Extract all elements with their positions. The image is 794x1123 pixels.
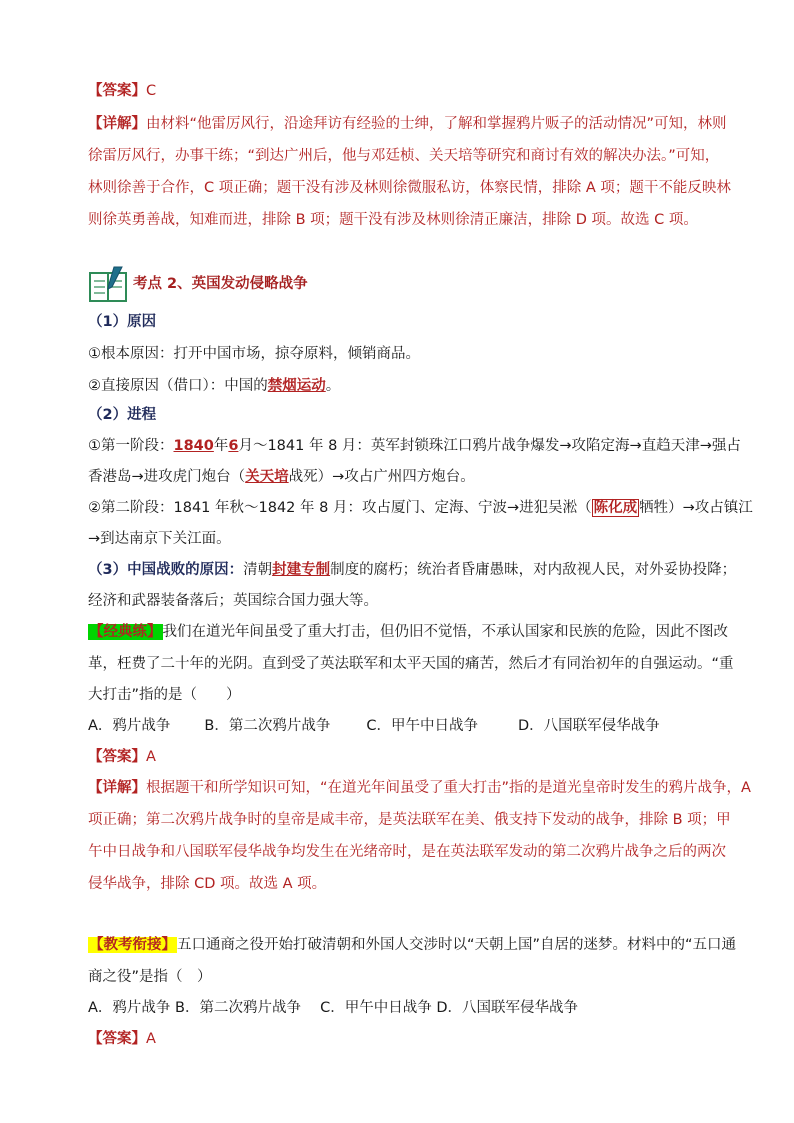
- topic-title: 考点 2、英国发动侵略战争: [133, 276, 308, 292]
- detail-2-line-2: 项正确；第二次鸦片战争时的皇帝是咸丰帝，是英法联军在美、俄支持下发动的战争，排除 B 项；甲: [88, 812, 731, 828]
- option-b: B．第二次鸦片战争: [204, 718, 331, 734]
- key-term: 禁烟运动: [267, 378, 326, 394]
- detail-label: 【详解】: [88, 780, 146, 796]
- key-term: 封建专制: [272, 562, 331, 578]
- key-year: 1840: [173, 438, 214, 454]
- detail-1-line-1: [88, 114, 727, 134]
- detail-label: 【详解】: [88, 116, 146, 132]
- section-1-heading: （1）原因: [88, 314, 157, 330]
- question-1-line-1: 【经典练】我们在道光年间虽受了重大打击，但仍旧不觉悟，不承认国家和民族的危险，因此不图改: [89, 624, 728, 640]
- answer-label: 【答案】: [88, 1031, 146, 1047]
- detail-2-line-4: 侵华战争，排除 CD 项。故选 A 项。: [88, 876, 327, 892]
- key-person-boxed: 陈化成: [593, 500, 638, 516]
- option-a: A．鸦片战争: [88, 718, 171, 734]
- answer-label: 【答案】: [88, 83, 146, 99]
- section-2-phase-1-line-2: 香港岛→进攻虎门炮台（关天培战死）→攻占广州四方炮台。: [88, 469, 475, 485]
- question-1-options: [88, 716, 660, 736]
- section-3-line-2: 经济和武器装备落后；英国综合国力强大等。: [88, 593, 378, 609]
- section-2-phase-2-line-1: ②第二阶段：1841 年秋～1842 年 8 月：攻占厦门、定海、宁波→进犯吴淞（ 陈化成 牺牲）→攻占镇江: [88, 500, 753, 516]
- answer-2-line: [88, 747, 156, 767]
- section-1-line-b: ②直接原因（借口）：中国的禁烟运动。: [88, 378, 341, 394]
- answer-3-line: [88, 1029, 156, 1049]
- section-2-heading: （2）进程: [88, 407, 157, 423]
- detail-2-line-3: 午中日战争和八国联军侵华战争均发生在光绪帝时，是在英法联军发动的第二次鸦片战争之后的两次: [88, 844, 726, 860]
- section-1-line-a: ①根本原因：打开中国市场，掠夺原料，倾销商品。: [88, 346, 420, 362]
- question-2-line-1: 【教考衔接】五口通商之役开始打破清朝和外国人交涉时以“天朝上国”自居的迷梦。材料中的“五口通: [89, 937, 737, 953]
- section-3-line-1: （3）中国战败的原因：清朝封建专制制度的腐朽；统治者昏庸愚昧，对内敌视人民，对外妥协投降；: [88, 562, 737, 578]
- detail-2-line-1: 【详解】根据题干和所学知识可知，“在道光年间虽受了重大打击”指的是道光皇帝时发生的鸦片战争，A: [88, 780, 751, 796]
- notebook-pencil-icon: [88, 265, 130, 303]
- exam-link-tag: 【教考衔接】: [89, 937, 176, 953]
- answer-1-line: [88, 81, 156, 101]
- answer-value: A: [146, 749, 156, 765]
- section-2-phase-2-line-2: →到达南京下关江面。: [88, 531, 231, 547]
- answer-value: A: [146, 1031, 156, 1047]
- detail-1-line-4: 则徐英勇善战，知难而进，排除 B 项；题干没有涉及林则徐清正廉洁，排除 D 项。故选 C 项。: [88, 212, 698, 228]
- section-3-heading: （3）中国战败的原因：: [88, 562, 244, 578]
- question-1-line-2: 革，枉费了二十年的光阴。直到受了英法联军和太平天国的痛苦，然后才有同治初年的自强运动。“重: [88, 656, 734, 672]
- question-2-options: A．鸦片战争 B．第二次鸦片战争 C．甲午中日战争 D．八国联军侵华战争: [88, 1000, 578, 1016]
- question-1-line-3: 大打击”指的是（ ）: [88, 687, 241, 703]
- detail-1-text-1: 由材料“他雷厉风行，沿途拜访有经验的士绅，了解和掌握鸦片贩子的活动情况”可知，林则: [146, 116, 727, 132]
- option-c: C．甲午中日战争: [366, 718, 478, 734]
- detail-1-line-2: 徐雷厉风行，办事干练；“到达广州后，他与邓廷桢、关天培等研究和商讨有效的解决办法。”可知，: [88, 148, 720, 164]
- key-person: 关天培: [245, 469, 289, 485]
- question-2-line-2: 商之役”是指（ ）: [88, 969, 212, 985]
- key-month: 6: [228, 438, 239, 454]
- answer-label: 【答案】: [88, 749, 146, 765]
- section-2-phase-1-line-1: ①第一阶段：1840年6月～1841 年 8 月：英军封锁珠江口鸦片战争爆发→攻陷定海→直趋天津→强占: [88, 438, 741, 454]
- option-d: D．八国联军侵华战争: [518, 718, 660, 734]
- answer-value: C: [146, 83, 157, 99]
- detail-1-line-3: 林则徐善于合作，C 项正确；题干没有涉及林则徐微服私访，体察民情，排除 A 项；题干不能反映林: [88, 180, 731, 196]
- practice-tag: 【经典练】: [89, 624, 162, 640]
